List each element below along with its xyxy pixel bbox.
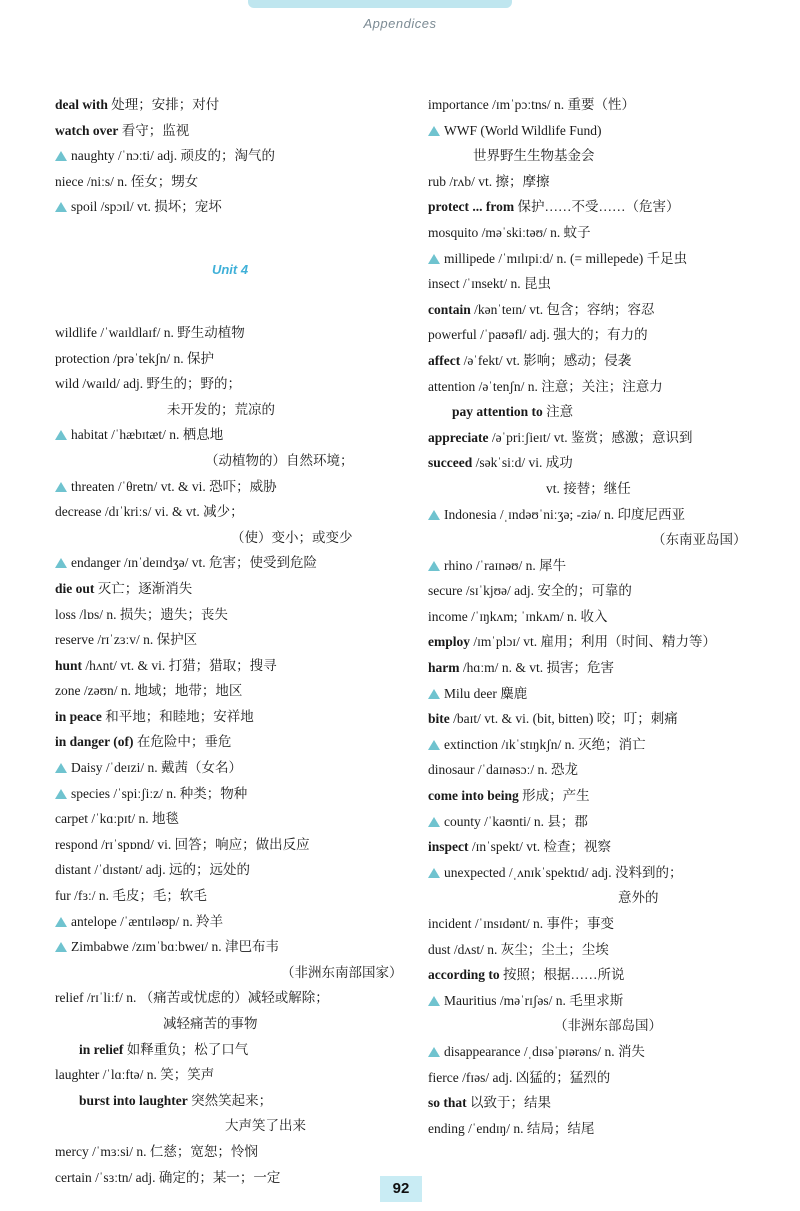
vocab-entry bbox=[55, 320, 405, 346]
vocab-definition: n. 恐龙 bbox=[534, 762, 578, 778]
vocab-definition: n. 重要（性） bbox=[550, 97, 635, 112]
vocab-definition: n. 栖息地 bbox=[165, 427, 224, 443]
vocab-definition: /baɪt/ vt. & vi. (bit, bitten) 咬；叮；刺痛 bbox=[449, 711, 678, 727]
vocab-word: reserve /rɪˈzɜːv/ bbox=[55, 632, 140, 648]
vocab-word: Zimbabwe /zɪmˈbɑːbweɪ/ bbox=[71, 939, 209, 955]
definition-continuation: （动植物的）自然环境； bbox=[205, 452, 354, 468]
vocab-word: deal with bbox=[55, 97, 108, 112]
triangle-icon bbox=[428, 126, 440, 136]
vocab-definition: vt. 擦；摩擦 bbox=[474, 173, 550, 189]
vocab-definition: vi. & vt. 减少； bbox=[151, 504, 244, 520]
definition-continuation: vt. 接替；继任 bbox=[546, 480, 631, 496]
page-number: 92 bbox=[380, 1176, 422, 1202]
vocab-word: succeed bbox=[428, 455, 473, 471]
vocab-word: fur /fɜː/ bbox=[55, 888, 96, 904]
vocab-entry bbox=[428, 425, 778, 451]
vocab-definition: n. 毛皮；毛；软毛 bbox=[95, 888, 207, 904]
vocab-word: Daisy /ˈdeɪzi/ bbox=[71, 760, 145, 776]
vocab-word: unexpected /ˌʌnɪkˈspektɪd/ bbox=[444, 864, 589, 880]
vocab-entry bbox=[428, 220, 778, 246]
vocab-definition: n. 蚊子 bbox=[546, 224, 591, 240]
triangle-icon bbox=[428, 868, 440, 878]
vocab-word: burst into laughter bbox=[79, 1092, 188, 1108]
vocab-entry bbox=[55, 143, 405, 169]
vocab-entry bbox=[55, 1088, 405, 1114]
vocab-word: affect bbox=[428, 352, 461, 368]
vocab-definition: 以致于；结果 bbox=[466, 1095, 552, 1111]
vocab-word: powerful /ˈpaʊəfl/ bbox=[428, 327, 527, 343]
vocab-word: relief /rɪˈliːf/ bbox=[55, 990, 123, 1006]
vocab-entry bbox=[428, 169, 778, 195]
vocab-entry bbox=[55, 806, 405, 832]
vocab-entry bbox=[55, 371, 405, 397]
vocab-definition: n. 地毯 bbox=[135, 811, 180, 827]
vocab-entry bbox=[428, 757, 778, 783]
triangle-icon bbox=[428, 254, 440, 264]
vocab-entry bbox=[55, 627, 405, 653]
vocab-entry bbox=[55, 499, 405, 525]
vocab-definition: n. 县；郡 bbox=[530, 813, 588, 829]
vocab-definition: n. 毛里求斯 bbox=[552, 992, 624, 1008]
vocab-entry bbox=[55, 1062, 405, 1088]
vocab-word: so that bbox=[428, 1095, 467, 1111]
vocab-entry bbox=[428, 629, 778, 655]
vocab-word: importance /ɪmˈpɔːtns/ bbox=[428, 97, 551, 112]
vocab-definition: n. 事件；事变 bbox=[529, 916, 614, 931]
vocab-definition: vi. 回答；响应；做出反应 bbox=[153, 836, 310, 852]
vocab-entry bbox=[428, 399, 778, 425]
vocab-word: come into being bbox=[428, 788, 519, 804]
vocab-word: protect ... from bbox=[428, 199, 515, 215]
vocab-entry bbox=[55, 729, 405, 755]
vocab-definition: 形成；产生 bbox=[518, 788, 590, 804]
triangle-icon bbox=[428, 740, 440, 750]
vocab-definition: n. 仁慈；宽恕；怜悯 bbox=[133, 1143, 258, 1159]
vocab-word: pay attention to bbox=[452, 404, 543, 420]
triangle-icon bbox=[55, 917, 67, 927]
vocab-entry bbox=[55, 422, 405, 448]
vocab-definition: adj. 强大的；有力的 bbox=[526, 327, 648, 343]
vocab-entry bbox=[428, 1065, 778, 1091]
vocab-definition: n. 笑；笑声 bbox=[143, 1067, 215, 1083]
left-column bbox=[55, 92, 405, 1190]
vocab-word: county /ˈkaʊnti/ bbox=[444, 813, 531, 829]
vocab-word: distant /ˈdɪstənt/ bbox=[55, 862, 143, 878]
vocab-entry bbox=[428, 297, 778, 323]
vocab-word: income /ˈɪŋkʌm; ˈɪnkʌm/ bbox=[428, 608, 564, 624]
vocab-definition: adj. 野生的；野的； bbox=[119, 376, 241, 392]
vocab-entry bbox=[55, 1139, 405, 1165]
vocab-word: bite bbox=[428, 711, 450, 727]
vocab-definition: n. 羚羊 bbox=[179, 913, 224, 929]
vocab-definition: n. 收入 bbox=[563, 608, 608, 624]
vocab-word: respond /rɪˈspɒnd/ bbox=[55, 836, 154, 852]
vocab-entry bbox=[55, 194, 405, 220]
vocab-entry bbox=[55, 1165, 405, 1191]
vocab-word: spoil /spɔɪl/ bbox=[71, 199, 134, 215]
vocab-entry bbox=[428, 194, 778, 220]
vocab-entry bbox=[428, 809, 778, 835]
triangle-icon bbox=[428, 510, 440, 520]
vocab-entry bbox=[55, 474, 405, 500]
vocab-entry bbox=[428, 604, 778, 630]
vocab-word: harm bbox=[428, 660, 460, 676]
vocab-definition: adj. 确定的；某一；一定 bbox=[132, 1169, 281, 1185]
vocab-word: disappearance /ˌdɪsəˈpɪərəns/ bbox=[444, 1043, 602, 1059]
vocab-entry bbox=[55, 781, 405, 807]
vocab-definition: n. 灰尘；尘土；尘埃 bbox=[483, 941, 609, 957]
vocab-word: wild /waɪld/ bbox=[55, 376, 120, 392]
triangle-icon bbox=[55, 942, 67, 952]
vocab-definition: n. 种类；物种 bbox=[162, 785, 248, 801]
header-band bbox=[248, 0, 512, 8]
vocab-word: mercy /ˈmɜːsi/ bbox=[55, 1143, 134, 1159]
vocab-entry bbox=[428, 988, 778, 1014]
vocab-definition: n. 戴茜（女名） bbox=[144, 760, 242, 776]
vocab-word: in peace bbox=[55, 708, 102, 724]
vocab-word: carpet /ˈkɑːpɪt/ bbox=[55, 811, 136, 827]
vocab-word: antelope /ˈæntɪləʊp/ bbox=[71, 913, 180, 929]
vocab-definition: n. 犀牛 bbox=[522, 557, 567, 573]
vocab-definition: 突然笑起来； bbox=[187, 1092, 273, 1108]
vocab-entry bbox=[428, 706, 778, 732]
vocab-definition: n. 消失 bbox=[601, 1043, 645, 1059]
vocab-entry bbox=[428, 655, 778, 681]
vocab-definition: n. 结局；结尾 bbox=[510, 1120, 595, 1136]
vocab-word: contain bbox=[428, 301, 471, 317]
vocab-word: certain /ˈsɜːtn/ bbox=[55, 1169, 133, 1185]
vocab-word: die out bbox=[55, 580, 95, 596]
vocab-definition: adj. 安全的；可靠的 bbox=[510, 583, 632, 599]
vocab-definition: 保护……不受……（危害） bbox=[514, 199, 680, 215]
definition-continuation: 意外的 bbox=[618, 890, 659, 906]
vocab-word: mosquito /məˈskiːtəʊ/ bbox=[428, 224, 547, 240]
definition-continuation: （东南亚岛国） bbox=[652, 532, 747, 548]
triangle-icon bbox=[55, 151, 67, 161]
vocab-word: employ bbox=[428, 634, 470, 650]
vocab-definition: 按照；根据……所说 bbox=[499, 967, 625, 983]
vocab-entry bbox=[55, 346, 405, 372]
vocab-entry bbox=[55, 653, 405, 679]
vocab-entry bbox=[428, 502, 778, 528]
vocab-definition: n. （痛苦或忧虑的）减轻或解除； bbox=[122, 990, 329, 1006]
vocab-entry bbox=[428, 348, 778, 374]
vocab-definition: vt. & vi. 恐吓；威胁 bbox=[157, 478, 277, 494]
definition-continuation: （非洲东南部国家） bbox=[281, 964, 403, 980]
vocab-word: dust /dʌst/ bbox=[428, 941, 484, 957]
triangle-icon bbox=[428, 817, 440, 827]
vocab-word: extinction /ɪkˈstɪŋkʃn/ bbox=[444, 736, 562, 752]
vocab-word: fierce /fɪəs/ bbox=[428, 1069, 490, 1085]
definition-continuation: 未开发的；荒凉的 bbox=[167, 401, 275, 417]
vocab-definition: 和平地；和睦地；安祥地 bbox=[101, 708, 254, 724]
vocab-entry bbox=[55, 602, 405, 628]
vocab-word: naughty /ˈnɔːti/ bbox=[71, 148, 154, 164]
vocab-definition: adj. 没料到的； bbox=[588, 864, 683, 880]
vocab-entry bbox=[55, 909, 405, 935]
triangle-icon bbox=[428, 1047, 440, 1057]
vocab-entry bbox=[428, 1116, 778, 1142]
vocab-definition: n. 津巴布韦 bbox=[208, 939, 280, 955]
vocab-entry bbox=[428, 1090, 778, 1116]
vocab-definition: adj. 顽皮的；淘气的 bbox=[153, 148, 275, 164]
vocab-definition: n. (= millepede) 千足虫 bbox=[553, 250, 688, 266]
vocab-word: incident /ˈɪnsɪdənt/ bbox=[428, 916, 530, 931]
vocab-definition: n. 昆虫 bbox=[507, 276, 551, 292]
triangle-icon bbox=[55, 558, 67, 568]
vocab-word: in relief bbox=[79, 1041, 124, 1057]
vocab-entry bbox=[428, 553, 778, 579]
vocab-entry bbox=[428, 1039, 778, 1065]
vocab-entry bbox=[428, 271, 778, 297]
vocab-entry bbox=[428, 92, 778, 118]
vocab-word: according to bbox=[428, 967, 500, 983]
vocab-word: ending /ˈendɪŋ/ bbox=[428, 1120, 511, 1136]
vocab-definition: 看守；监视 bbox=[118, 122, 190, 138]
vocab-definition: /hʌnt/ vt. & vi. 打猎；猎取；搜寻 bbox=[82, 657, 277, 673]
vocab-definition: /hɑːm/ n. & vt. 损害；危害 bbox=[459, 660, 614, 676]
vocab-entry bbox=[428, 246, 778, 272]
vocab-word: rhino /ˈraɪnəʊ/ bbox=[444, 557, 523, 573]
vocab-word: loss /lɒs/ bbox=[55, 606, 103, 622]
vocab-entry bbox=[428, 911, 778, 937]
vocab-entry bbox=[428, 118, 778, 144]
vocab-entry bbox=[55, 985, 405, 1011]
vocab-word: appreciate bbox=[428, 429, 489, 445]
vocab-entry bbox=[55, 883, 405, 909]
vocab-definition: /əˈfekt/ vt. 影响；感动；侵袭 bbox=[460, 352, 632, 368]
vocab-entry bbox=[55, 92, 405, 118]
vocab-entry bbox=[55, 576, 405, 602]
triangle-icon bbox=[55, 430, 67, 440]
vocab-word: species /ˈspiːʃiːz/ bbox=[71, 785, 163, 801]
vocab-entry bbox=[428, 450, 778, 476]
vocab-entry bbox=[428, 834, 778, 860]
vocab-entry bbox=[428, 578, 778, 604]
vocab-definition: n. 注意；关注；注意力 bbox=[524, 378, 663, 394]
vocab-word: Milu deer bbox=[444, 685, 497, 701]
vocab-entry bbox=[428, 732, 778, 758]
vocab-entry bbox=[428, 860, 778, 886]
vocab-word: dinosaur /ˈdaɪnəsɔː/ bbox=[428, 762, 535, 778]
vocab-word: inspect bbox=[428, 839, 469, 855]
triangle-icon bbox=[428, 996, 440, 1006]
vocab-word: watch over bbox=[55, 122, 119, 138]
vocab-definition: 处理；安排；对付 bbox=[107, 97, 220, 112]
vocab-entry bbox=[428, 937, 778, 963]
vocab-definition: vt. 损坏；宠坏 bbox=[133, 199, 222, 215]
triangle-icon bbox=[55, 789, 67, 799]
triangle-icon bbox=[428, 561, 440, 571]
vocab-word: in danger (of) bbox=[55, 734, 134, 750]
vocab-entry bbox=[55, 118, 405, 144]
vocab-word: niece /niːs/ bbox=[55, 173, 114, 189]
vocab-entry bbox=[55, 832, 405, 858]
vocab-definition: /əˈpriːʃieɪt/ vt. 鉴赏；感激；意识到 bbox=[488, 429, 693, 445]
vocab-definition: n. 野生动植物 bbox=[160, 324, 245, 340]
vocab-word: insect /ˈɪnsekt/ bbox=[428, 276, 508, 292]
vocab-entry bbox=[55, 678, 405, 704]
vocab-word: laughter /ˈlɑːftə/ bbox=[55, 1067, 144, 1083]
vocab-definition: /ɪnˈspekt/ vt. 检查；视察 bbox=[468, 839, 611, 855]
vocab-entry bbox=[428, 783, 778, 809]
triangle-icon bbox=[55, 763, 67, 773]
vocab-entry bbox=[55, 1037, 405, 1063]
vocab-definition: n. 地域；地带；地区 bbox=[117, 683, 243, 699]
vocab-entry bbox=[55, 755, 405, 781]
vocab-definition: n. 侄女；甥女 bbox=[113, 173, 199, 189]
vocab-definition: /kənˈteɪn/ vt. 包含；容纳；容忍 bbox=[470, 301, 655, 317]
vocab-definition: 灭亡；逐渐消失 bbox=[94, 580, 193, 596]
triangle-icon bbox=[55, 202, 67, 212]
vocab-definition: 在危险中；垂危 bbox=[133, 734, 232, 750]
vocab-definition: 麋鹿 bbox=[496, 685, 528, 701]
vocab-word: millipede /ˈmɪlɪpiːd/ bbox=[444, 250, 554, 266]
definition-continuation: （使）变小；或变少 bbox=[231, 529, 353, 545]
unit-heading: Unit 4 bbox=[211, 261, 249, 277]
vocab-definition: n. 保护 bbox=[170, 350, 214, 366]
vocab-definition: adj. 凶猛的；猛烈的 bbox=[489, 1069, 611, 1085]
vocab-entry bbox=[55, 550, 405, 576]
vocab-word: threaten /ˈθretn/ bbox=[71, 478, 158, 494]
vocab-definition: 注意 bbox=[542, 404, 574, 420]
vocab-definition: n. 印度尼西亚 bbox=[600, 506, 685, 522]
vocab-word: habitat /ˈhæbɪtæt/ bbox=[71, 427, 166, 443]
vocab-word: rub /rʌb/ bbox=[428, 173, 475, 189]
vocab-definition: n. 灭绝；消亡 bbox=[561, 736, 646, 752]
vocab-definition: /səkˈsiːd/ vi. 成功 bbox=[472, 455, 573, 471]
vocab-word: endanger /ɪnˈdeɪndʒə/ bbox=[71, 555, 189, 571]
vocab-entry bbox=[55, 169, 405, 195]
definition-continuation: 大声笑了出来 bbox=[225, 1118, 306, 1134]
vocab-entry bbox=[55, 934, 405, 960]
vocab-definition: /ɪmˈplɔɪ/ vt. 雇用；利用（时间、精力等） bbox=[470, 634, 716, 650]
vocab-definition: adj. 远的；远处的 bbox=[142, 862, 250, 878]
triangle-icon bbox=[428, 689, 440, 699]
vocab-word: secure /sɪˈkjʊə/ bbox=[428, 583, 511, 599]
vocab-word: Indonesia /ˌɪndəʊˈniːʒə; -ziə/ bbox=[444, 506, 601, 522]
vocab-entry bbox=[428, 374, 778, 400]
vocab-definition: n. 保护区 bbox=[139, 632, 198, 648]
triangle-icon bbox=[55, 482, 67, 492]
vocab-definition: 如释重负；松了口气 bbox=[123, 1041, 249, 1057]
vocab-word: Mauritius /məˈrɪʃəs/ bbox=[444, 992, 553, 1008]
vocab-definition: vt. 危害；使受到危险 bbox=[188, 555, 317, 571]
vocab-word: WWF (World Wildlife Fund) bbox=[444, 122, 602, 138]
vocab-word: decrease /dɪˈkriːs/ bbox=[55, 504, 152, 520]
vocab-definition: n. 损失；遗失；丧失 bbox=[102, 606, 228, 622]
vocab-entry bbox=[55, 704, 405, 730]
page-header-title: Appendices bbox=[363, 16, 437, 31]
vocab-word: wildlife /ˈwaɪldlaɪf/ bbox=[55, 324, 161, 340]
right-column bbox=[428, 92, 778, 1141]
definition-continuation: 世界野生生物基金会 bbox=[473, 148, 595, 164]
vocab-word: hunt bbox=[55, 657, 83, 673]
vocab-word: zone /zəʊn/ bbox=[55, 683, 118, 699]
vocab-entry bbox=[428, 962, 778, 988]
unit-heading-row bbox=[55, 220, 405, 320]
vocab-word: attention /əˈtenʃn/ bbox=[428, 378, 525, 394]
vocab-entry bbox=[428, 681, 778, 707]
vocab-entry bbox=[55, 857, 405, 883]
definition-continuation: 减轻痛苦的事物 bbox=[163, 1016, 258, 1031]
vocab-word: protection /prəˈtekʃn/ bbox=[55, 350, 171, 366]
vocab-entry bbox=[428, 322, 778, 348]
definition-continuation: （非洲东部岛国） bbox=[554, 1018, 662, 1034]
